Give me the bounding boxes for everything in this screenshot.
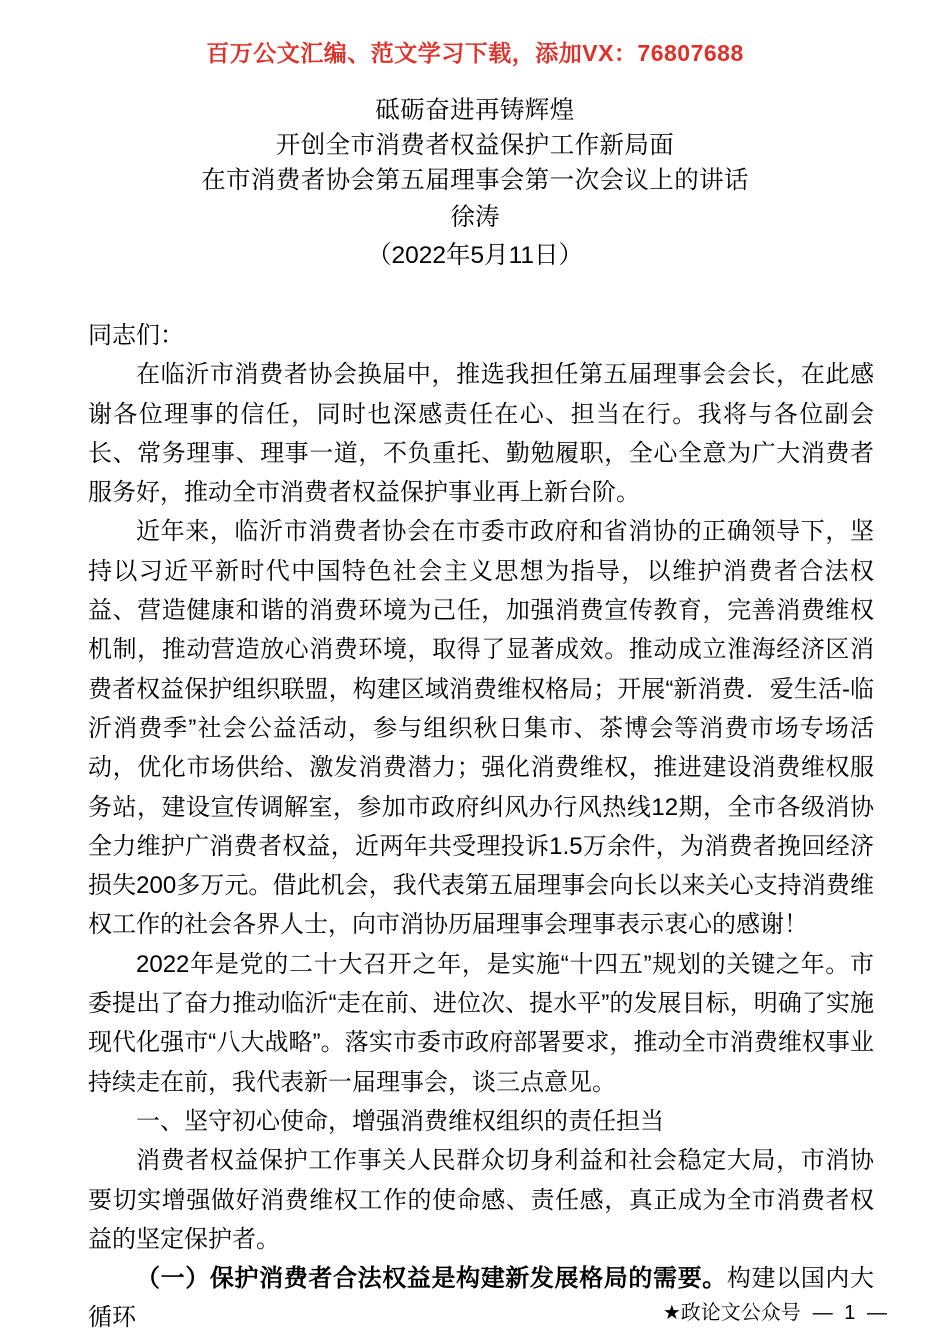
subsection-1-text: 构建以国内大循环 [88, 1265, 875, 1332]
document-date: （2022年5月11日） [366, 242, 584, 269]
document-title-line-1: 砥砺奋进再铸辉煌 [375, 97, 575, 124]
title-block [77, 93, 873, 275]
page-footer [0, 1296, 950, 1325]
paragraph-3: 2022年是党的二十大召开之年，是实施“十四五”规划的关键之年。市委提出了奋力推动临沂“走在前、进位次、提水平”的发展目标，明确了实施现代化强市“八大战略”。落实市委市政府部署要求，推动全市消费维权事业持续走在前，我代表新一届理事会，谈三点意见。 [88, 950, 874, 1096]
footer-brand: ★政论文公众号 [662, 1300, 801, 1324]
document-title-line-3: 在市消费者协会第五届理事会第一次会议上的讲话 [201, 167, 749, 194]
paragraph-1: 在临沂市消费者协会换届中，推选我担任第五届理事会会长，在此感谢各位理事的信任，同时也深感责任在心、担当在行。我将与各位副会长、常务理事、理事一道，不负重托、勤勉履职，全心全意为广大消费者服务好，推动全市消费者权益保护事业再上新台阶。 [88, 361, 874, 507]
salutation: 同志们： [88, 322, 184, 349]
promo-watermark-header: 百万公文汇编、范文学习下载，添加VX：76807688 [206, 40, 744, 66]
paragraph-4: 消费者权益保护工作事关人民群众切身利益和社会稳定大局，市消协要切实增强做好消费维权工作的使命感、责任感，真正成为全市消费者权益的坚定保护者。 [88, 1147, 874, 1253]
section-heading-1: 一、坚守初心使命，增强消费维权组织的责任担当 [136, 1107, 664, 1135]
document-title-line-2: 开创全市消费者权益保护工作新局面 [275, 132, 675, 159]
document-body [88, 316, 874, 1338]
subsection-1-heading: （一）保护消费者合法权益是构建新发展格局的需要。 [136, 1265, 727, 1293]
paragraph-2: 近年来，临沂市消费者协会在市委市政府和省消协的正确领导下，坚持以习近平新时代中国特色社会主义思想为指导，以维护消费者合法权益、营造健康和谐的消费环境为己任，加强消费宣传教育，完善消费维权机制，推动营造放心消费环境，取得了显著成效。推动成立淮海经济区消费者权益保护组织联盟，构建区域消费维权格局；开展“新消费．爱生活-临沂消费季”社会公益活动，参与组织秋日集市、茶博会等消费市场专场活动，优化市场供给、激发消费潜力；强化消费维权，推进建设消费维权服务站，建设宣传调解室，参加市政府纠风办行风热线12期，全市各级消协全力维护广消费者权益，近两年共受理投诉1.5万余件，为消费者挽回经济损失200多万元。借此机会，我代表第五届理事会向长以来关心支持消费维权工作的社会各界人士，向市消协历届理事会理事表示衷心的感谢！ [88, 518, 874, 939]
document-author: 徐涛 [450, 204, 500, 231]
page-number: — 1 — [812, 1302, 890, 1324]
